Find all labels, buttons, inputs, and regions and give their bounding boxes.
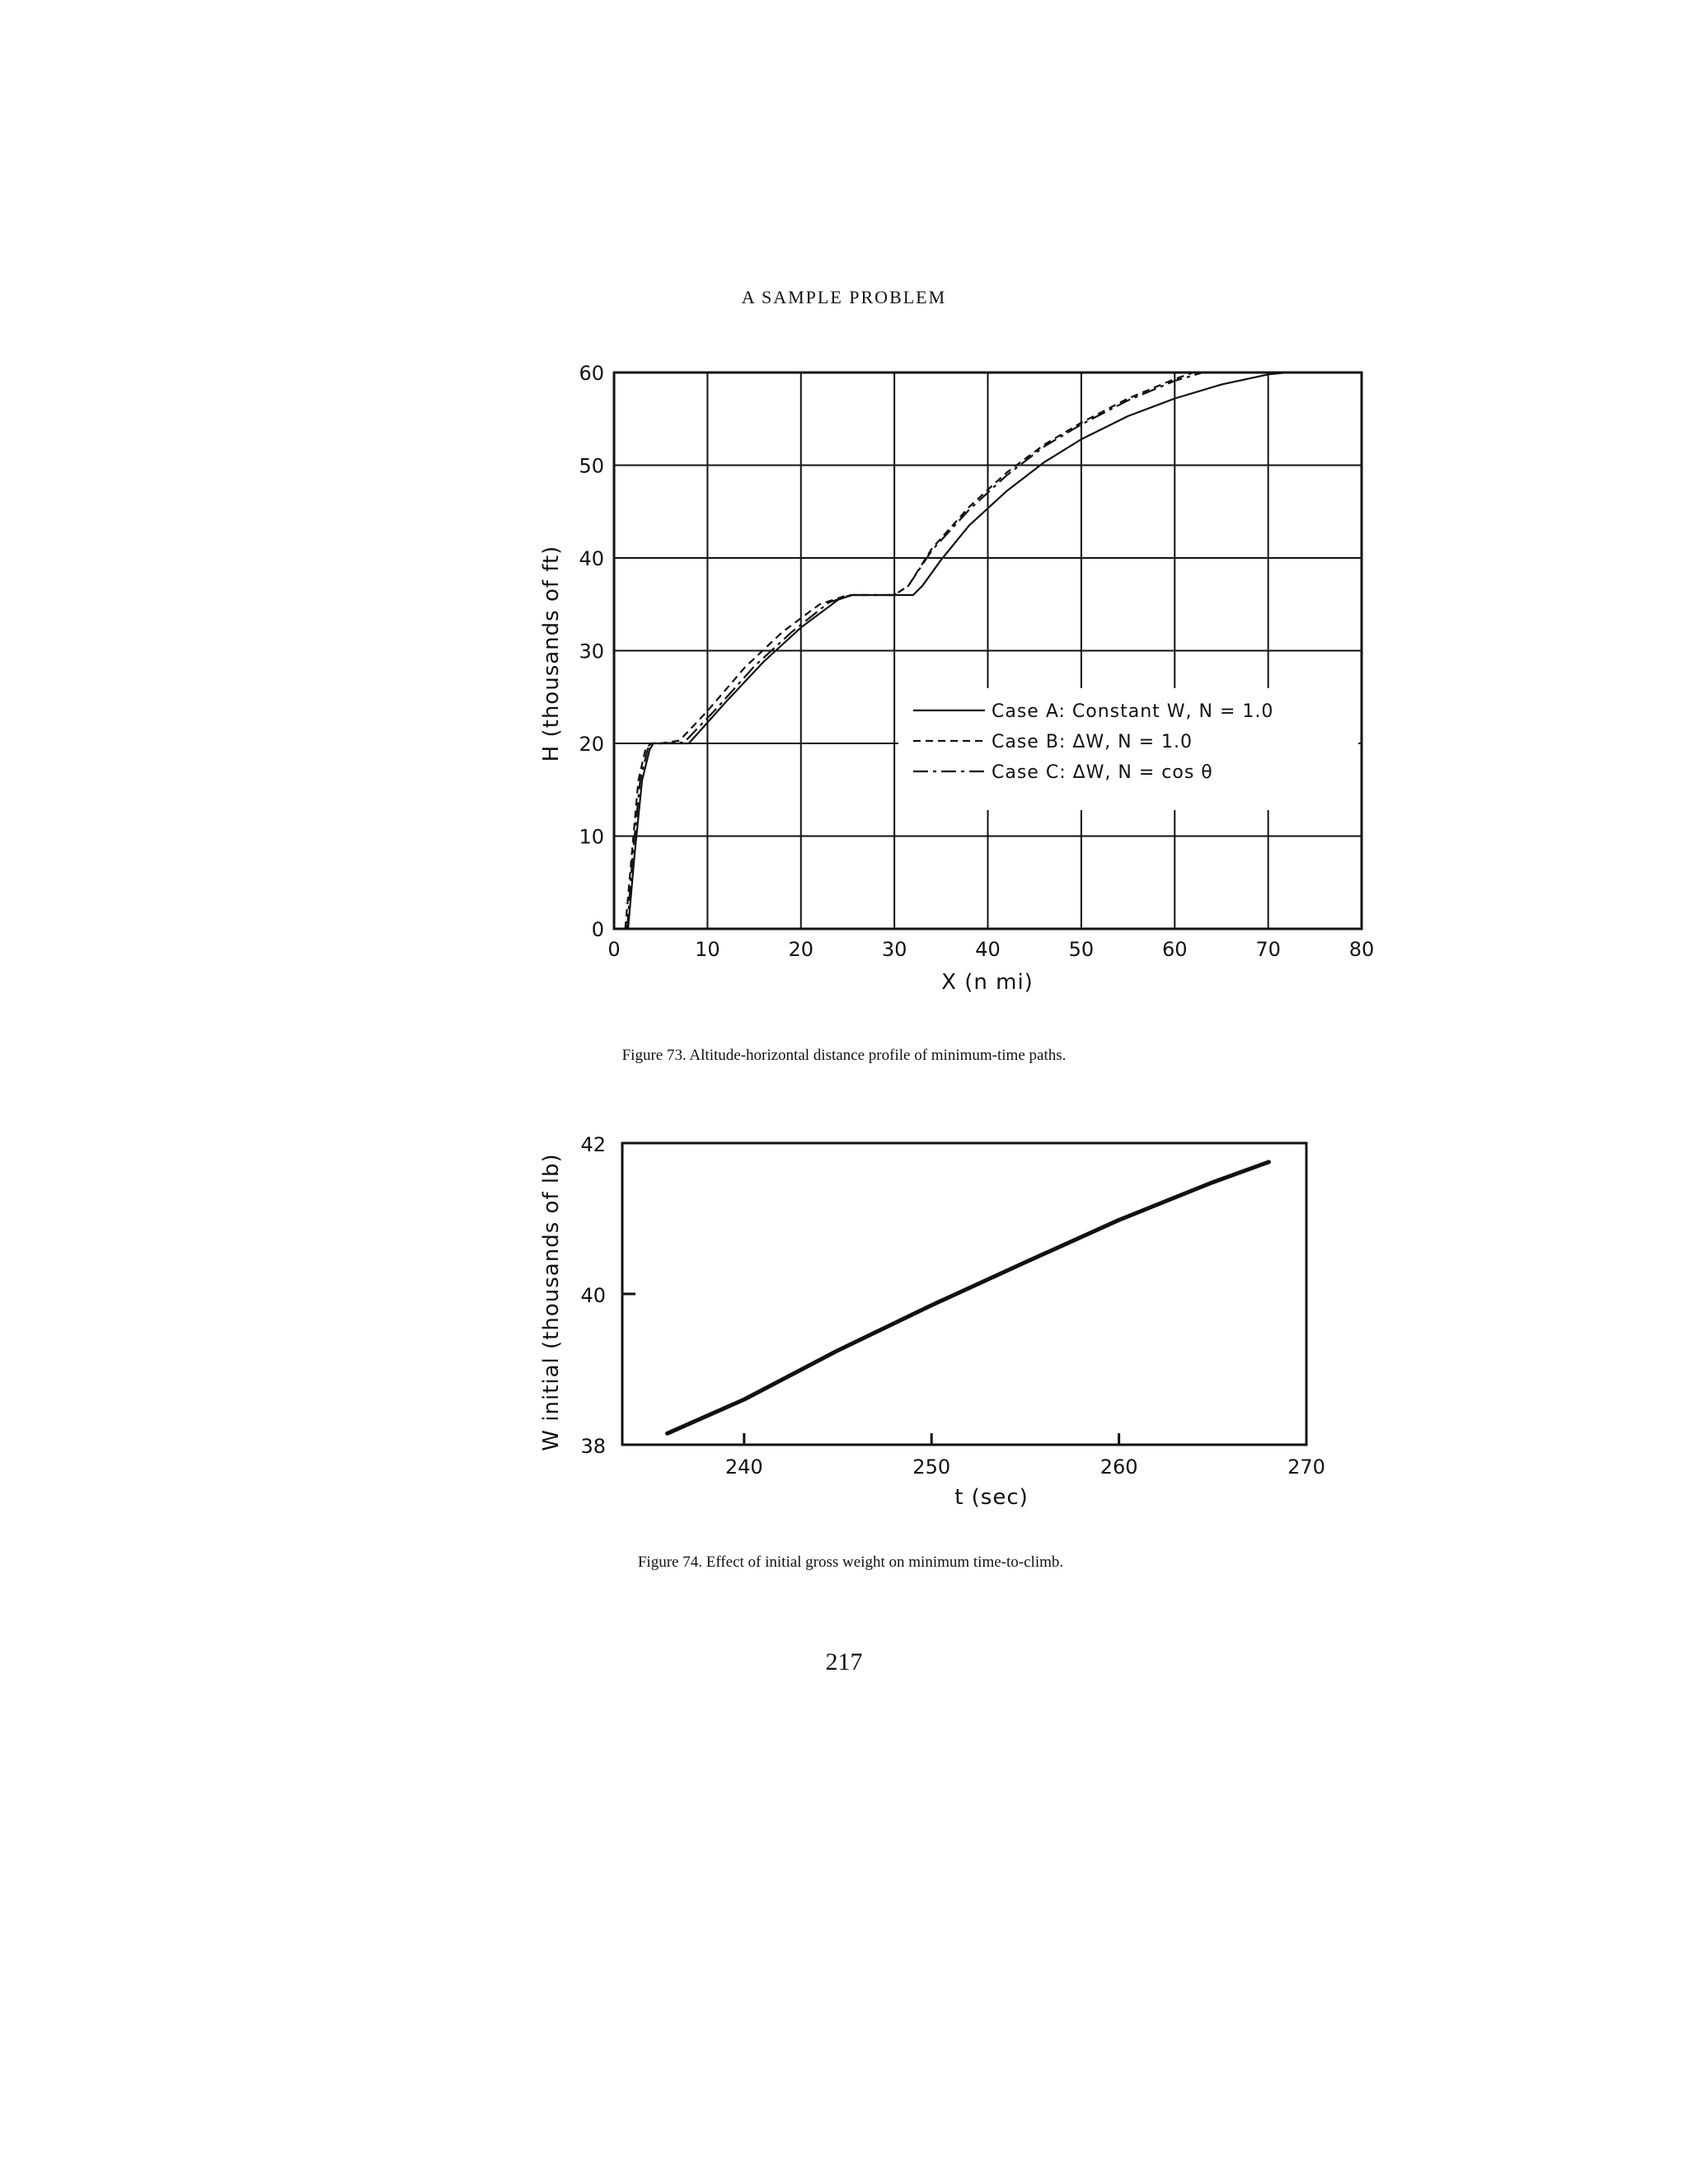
f73-y-tick-label: 60: [579, 362, 604, 385]
f73-y-tick-label: 0: [591, 918, 604, 941]
figure-73-caption: Figure 73. Altitude-horizontal distance profile of minimum-time paths.: [621, 1047, 1067, 1064]
f74-tick-marks: [622, 1143, 1306, 1445]
f73-y-tick-label: 40: [579, 547, 604, 570]
f74-series-lines: [668, 1162, 1269, 1433]
legend-label-case-a: Case A: Constant W, N = 1.0: [992, 701, 1274, 722]
f74-x-tick-label: 240: [724, 1455, 763, 1479]
f73-x-tick-label: 0: [607, 938, 621, 961]
f73-x-tick-label: 80: [1348, 938, 1375, 961]
f73-x-tick-label: 40: [975, 938, 1001, 961]
legend-label-case-b: Case B: ΔW, N = 1.0: [992, 732, 1193, 752]
f73-x-tick-label: 60: [1161, 938, 1188, 961]
f73-x-tick-label: 10: [695, 938, 720, 961]
f74-x-tick-labels: [725, 1455, 1325, 1479]
f74-y-axis-label: W initial (thousands of lb): [539, 1153, 564, 1451]
f73-x-tick-label: 70: [1255, 938, 1281, 961]
f74-x-tick-label: 270: [1287, 1455, 1325, 1479]
f74-x-axis-label: t (sec): [954, 1485, 1029, 1510]
f73-y-tick-label: 10: [579, 825, 604, 849]
f74-plot-frame: [622, 1143, 1306, 1445]
legend-label-case-c: Case C: ΔW, N = cos θ: [992, 762, 1213, 783]
f74-y-tick-labels: [580, 1133, 606, 1458]
f74-y-tick-label: 42: [580, 1133, 606, 1156]
f74-series-line-0: [668, 1162, 1269, 1433]
f74-y-tick-label: 38: [580, 1435, 606, 1458]
figure-74-caption: Figure 74. Effect of initial gross weight on minimum time-to-climb.: [637, 1554, 1064, 1571]
f74-x-tick-label: 260: [1100, 1455, 1138, 1479]
f73-x-tick-label: 20: [788, 938, 814, 961]
f73-y-tick-label: 20: [579, 733, 604, 756]
f73-x-axis-label: X (n mi): [941, 970, 1034, 995]
f73-x-tick-label: 50: [1068, 938, 1095, 961]
running-header: A SAMPLE PROBLEM: [741, 287, 947, 307]
f73-x-tick-label: 30: [881, 938, 907, 961]
f73-y-tick-label: 50: [579, 454, 604, 478]
page-number: 217: [825, 1648, 863, 1675]
f73-y-axis-label: H (thousands of ft): [539, 545, 564, 762]
f73-y-tick-label: 30: [579, 640, 604, 663]
f74-y-tick-label: 40: [580, 1284, 606, 1307]
f74-x-tick-label: 250: [912, 1455, 951, 1479]
